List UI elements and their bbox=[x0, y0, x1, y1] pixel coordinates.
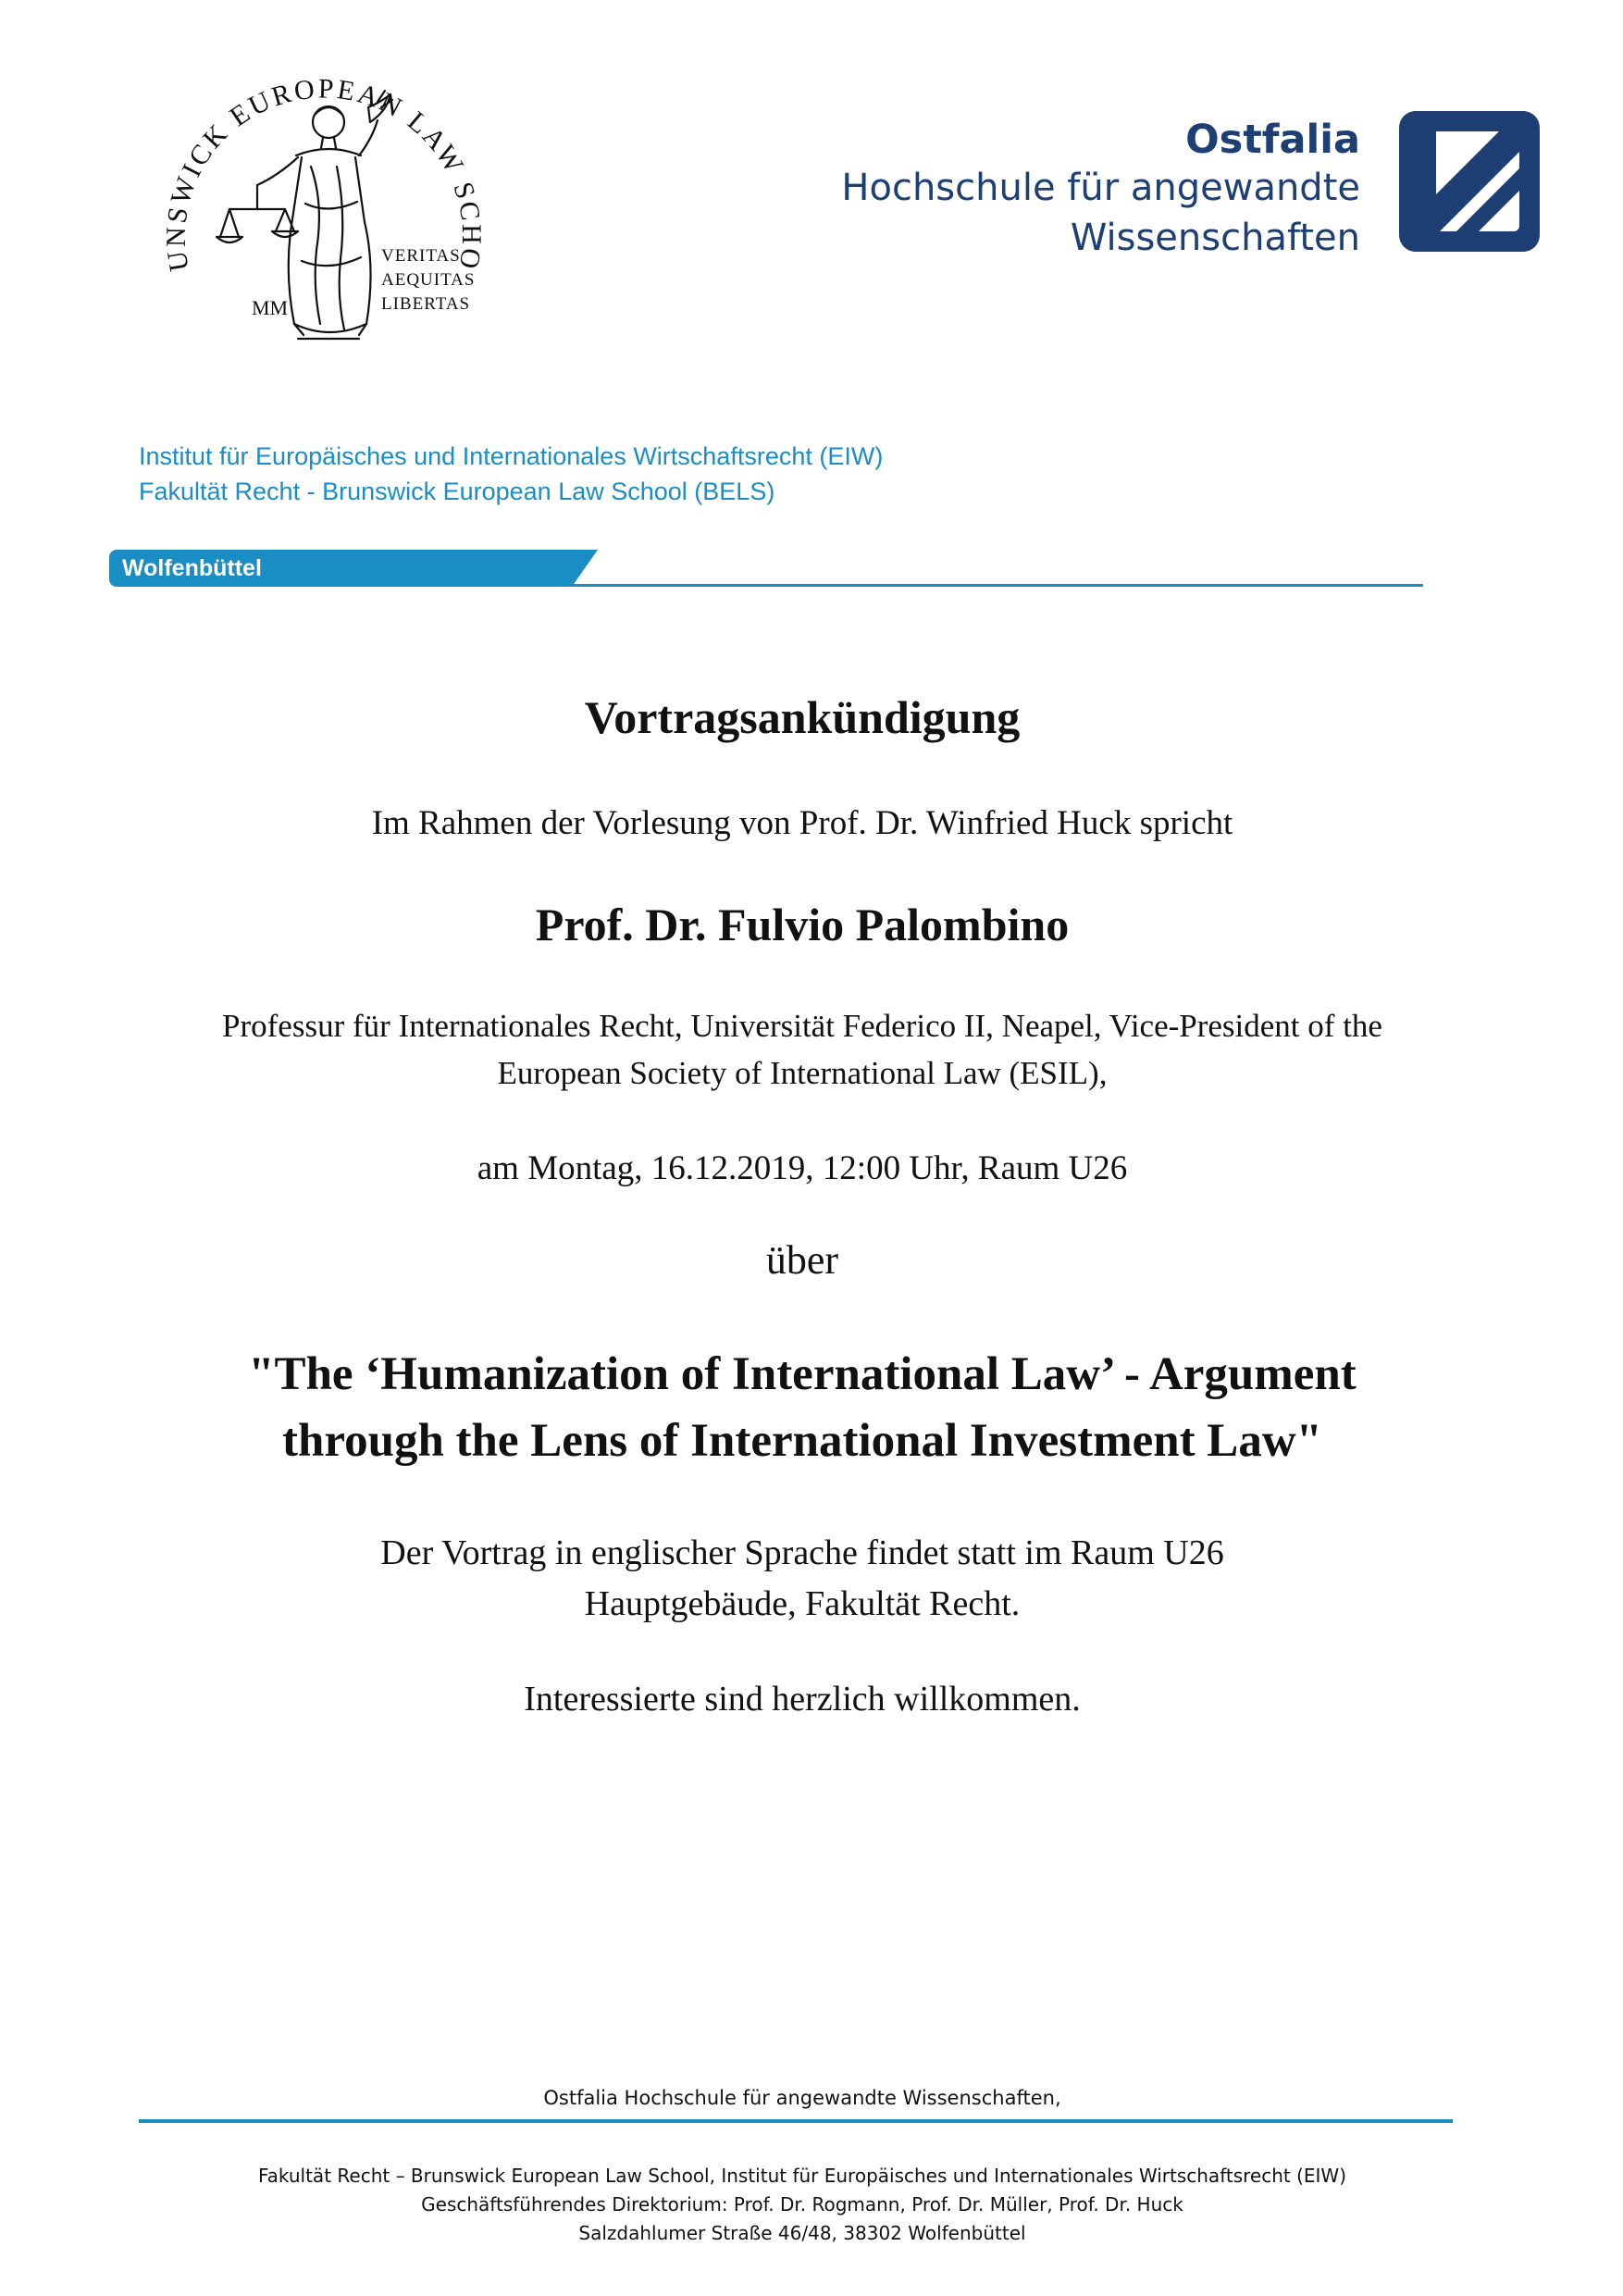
bels-motto-3: LIBERTAS bbox=[381, 294, 471, 314]
location-bar bbox=[109, 550, 1423, 589]
bels-initials: MM bbox=[252, 296, 289, 319]
ostfalia-subtitle-line-2: Wissenschaften bbox=[1070, 217, 1360, 259]
bels-ring-text: UNSWICK EUROPEAN LAW SCHO bbox=[160, 73, 488, 274]
welcome-text: Interessierte sind herzlich willkommen. bbox=[524, 1680, 1081, 1719]
talk-title bbox=[139, 1341, 1466, 1474]
svg-text:BRUNSWICK EUROPEAN LAW SCHOOL bbox=[139, 46, 487, 273]
event-datetime: am Montag, 16.12.2019, 12:00 Uhr, Raum U26 bbox=[477, 1149, 1128, 1187]
talk-title-line-1: "The ‘Humanization of International Law’ - Argument bbox=[248, 1348, 1357, 1400]
venue-info bbox=[139, 1528, 1466, 1630]
venue-line-1: Der Vortrag in englischer Sprache findet statt im Raum U26 bbox=[380, 1533, 1224, 1572]
footer-top-line: Ostfalia Hochschule für angewandte Wissenschaften, bbox=[543, 2087, 1061, 2109]
footer-line-directorate: Geschäftsführendes Direktorium: Prof. Dr. Rogmann, Prof. Dr. Müller, Prof. Dr. Huck bbox=[421, 2193, 1183, 2215]
bels-motto-1: VERITAS bbox=[381, 246, 461, 266]
ostfalia-square-icon bbox=[1399, 111, 1540, 252]
footer-line-address: Salzdahlumer Straße 46/48, 38302 Wolfenbüttel bbox=[578, 2222, 1026, 2244]
footer-line-faculty: Fakultät Recht – Brunswick European Law School, Institut für Europäisches und Internationales Wirtschaftsrecht (EIW) bbox=[257, 2165, 1347, 2187]
talk-title-line-2: through the Lens of International Investment Law" bbox=[282, 1415, 1322, 1467]
intro-text: Im Rahmen der Vorlesung von Prof. Dr. Winfried Huck spricht bbox=[371, 804, 1233, 842]
bels-logo bbox=[139, 46, 509, 379]
footer-rule bbox=[139, 2119, 1453, 2123]
speaker-name: Prof. Dr. Fulvio Palombino bbox=[535, 899, 1070, 950]
ostfalia-subtitle-line-1: Hochschule für angewandte bbox=[841, 167, 1360, 209]
location-tab-slant bbox=[572, 550, 598, 587]
speaker-affiliation bbox=[139, 1002, 1466, 1097]
affiliation-line-1: Professur für Internationales Recht, Universität Federico II, Neapel, Vice-President of the bbox=[222, 1008, 1382, 1044]
announcement bbox=[139, 680, 1466, 1725]
footer-address bbox=[139, 2162, 1466, 2248]
location-tab bbox=[109, 550, 572, 587]
institute-line-eiw: Institut für Europäisches und Internationales Wirtschaftsrecht (EIW) bbox=[139, 442, 884, 470]
about-word: über bbox=[765, 1237, 839, 1283]
location-rule bbox=[572, 584, 1423, 587]
ostfalia-name: Ostfalia bbox=[1185, 117, 1360, 163]
page-title: Vortragsankündigung bbox=[584, 691, 1021, 743]
bels-motto-2: AEQUITAS bbox=[381, 270, 476, 290]
venue-line-2: Hauptgebäude, Fakultät Recht. bbox=[584, 1584, 1021, 1623]
ostfalia-wordmark bbox=[841, 117, 1360, 263]
affiliation-line-2: European Society of International Law (ESIL), bbox=[497, 1055, 1108, 1091]
ostfalia-logo bbox=[841, 111, 1540, 259]
location-label: Wolfenbüttel bbox=[122, 555, 262, 581]
institute-block bbox=[139, 439, 883, 509]
institute-line-bels: Fakultät Recht - Brunswick European Law School (BELS) bbox=[139, 478, 775, 505]
